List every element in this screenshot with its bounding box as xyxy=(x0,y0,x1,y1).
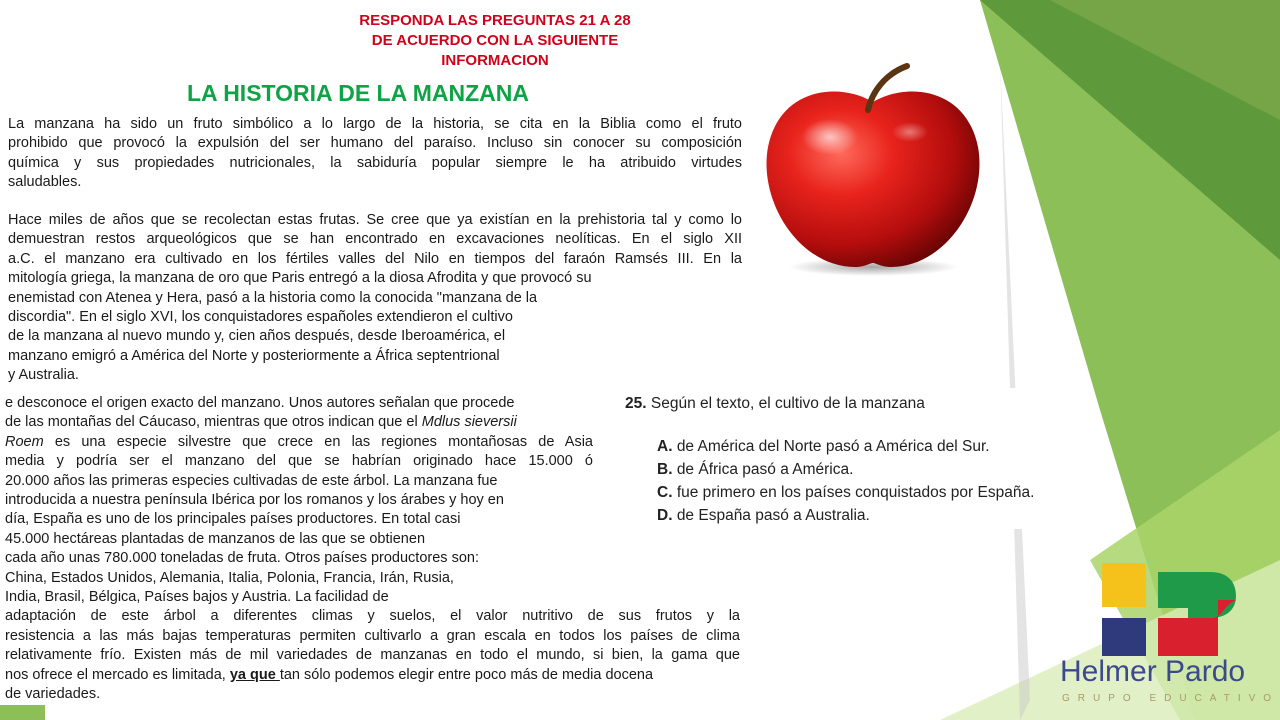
paragraph-line: y Australia. xyxy=(8,367,79,384)
paragraph-2 xyxy=(8,211,742,386)
option-letter: D. xyxy=(657,507,673,524)
question-stem xyxy=(625,395,925,413)
question-number: 25. xyxy=(625,395,647,412)
header-line-1: RESPONDA LAS PREGUNTAS 21 A 28 xyxy=(359,12,631,29)
option-d[interactable] xyxy=(657,507,870,525)
paragraph-line: media y podría ser el manzano del que se habrían originado hace 15.000 ó xyxy=(5,453,593,470)
option-text: de América del Norte pasó a América del Sur. xyxy=(676,438,990,455)
text-run: es una especie silvestre que crece en las regiones montañosas de Asia xyxy=(43,433,593,450)
page-title: LA HISTORIA DE LA MANZANA xyxy=(187,80,530,106)
option-letter: B. xyxy=(657,461,673,478)
paragraph-line: día, España es uno de los principales países productores. En total casi xyxy=(5,511,461,528)
paragraph-line xyxy=(5,413,595,432)
species-author-italic: Roem xyxy=(5,433,44,450)
paragraph-line: saludables. xyxy=(8,174,82,191)
question-text: Según el texto, el cultivo de la manzana xyxy=(650,395,925,412)
option-text: fue primero en los países conquistados por España. xyxy=(676,484,1035,501)
paragraph-line: a.C. el manzano era cultivado en los fértiles valles del Nilo en tiempos del faraón Ramsés III. En la xyxy=(8,250,742,267)
paragraph-line: de la manzana al nuevo mundo y, cien años después, desde Iberoamérica, el xyxy=(8,328,506,345)
paragraph-line xyxy=(5,433,593,452)
paragraph-line: discordia". En el siglo XVI, los conquistadores españoles extendieron el cultivo xyxy=(8,309,513,326)
paragraph-line: Hace miles de años que se recolectan estas frutas. Se cree que ya existían en la prehistoria tal y como lo xyxy=(8,212,742,228)
paragraph-1 xyxy=(8,115,742,193)
option-letter: C. xyxy=(657,484,673,501)
option-text: de África pasó a América. xyxy=(676,461,854,478)
species-name-italic: Mdlus sieversii xyxy=(421,414,517,431)
paragraph-line: química y sus propiedades nutricionales, la sabiduría popular siempre le ha atribuido virtudes xyxy=(8,154,742,171)
paragraph-line: resistencia a las más bajas temperaturas permiten cultivarlo a gran escala en todos los países de clima xyxy=(5,627,740,644)
paragraph-line: introducida a nuestra península Ibérica por los romanos y los árabes y hoy en xyxy=(5,492,504,509)
paragraph-line: manzano emigró a América del Norte y posteriormente a África septentrional xyxy=(8,347,500,364)
text-run: nos ofrece el mercado es limitada, xyxy=(5,666,230,683)
option-text: de España pasó a Australia. xyxy=(676,507,870,524)
paragraph-line: prohibido que provocó la expulsión del ser humano del paraíso. Incluso sin conocer su composición xyxy=(8,135,742,152)
paragraph-line xyxy=(5,666,740,685)
paragraph-line: de variedades. xyxy=(5,686,101,703)
paragraph-line: India, Brasil, Bélgica, Países bajos y Austria. La facilidad de xyxy=(5,589,389,606)
question-card xyxy=(615,388,1089,529)
paragraph-line: relativamente frío. Existen más de mil variedades de manzanas en todo el mundo, si bien, la gama que xyxy=(5,647,740,664)
option-b[interactable] xyxy=(657,461,853,479)
paragraph-line: adaptación de este árbol a diferentes climas y suelos, el valor nutritivo de sus frutos y la xyxy=(5,608,740,625)
paragraph-line: mitología griega, la manzana de oro que Paris entregó a la diosa Afrodita y que provocó su xyxy=(8,270,592,287)
text-run: de las montañas del Cáucaso, mientras que otros indican que el xyxy=(5,414,422,431)
option-a[interactable] xyxy=(657,438,990,456)
logo-subtitle: GRUPO EDUCATIVO xyxy=(1062,693,1280,704)
red-apple-image xyxy=(760,62,986,277)
logo-name: Helmer Pardo xyxy=(1060,655,1246,688)
paragraph-line: 45.000 hectáreas plantadas de manzanos de las que se obtienen xyxy=(5,530,426,547)
paragraph-line: cada año unas 780.000 toneladas de fruta. Otros países productores son: xyxy=(5,550,479,567)
header-line-2: DE ACUERDO CON LA SIGUIENTE xyxy=(371,32,619,49)
text-run: tan sólo podemos elegir entre poco más de media docena xyxy=(279,666,654,683)
paragraph-line: La manzana ha sido un fruto simbólico a lo largo de la historia, se cita en la Biblia como el fruto xyxy=(8,116,742,132)
underlined-phrase: ya que xyxy=(229,666,280,683)
option-letter: A. xyxy=(657,438,673,455)
paragraph-line: China, Estados Unidos, Alemania, Italia, Polonia, Francia, Irán, Rusia, xyxy=(5,569,454,586)
paragraph-line: e desconoce el origen exacto del manzano. Unos autores señalan que procede xyxy=(5,395,515,411)
paragraph-line: demuestran restos arqueológicos que se han encontrado en excavaciones neolíticas. En el siglo XII xyxy=(8,231,742,248)
instructions-header xyxy=(300,11,690,71)
option-c[interactable] xyxy=(657,484,1034,502)
paragraph-line: enemistad con Atenea y Hera, pasó a la historia como la conocida "manzana de la xyxy=(8,289,538,306)
header-line-3: INFORMACION xyxy=(441,52,549,69)
paragraph-line: 20.000 años las primeras especies cultivadas de este árbol. La manzana fue xyxy=(5,472,498,489)
